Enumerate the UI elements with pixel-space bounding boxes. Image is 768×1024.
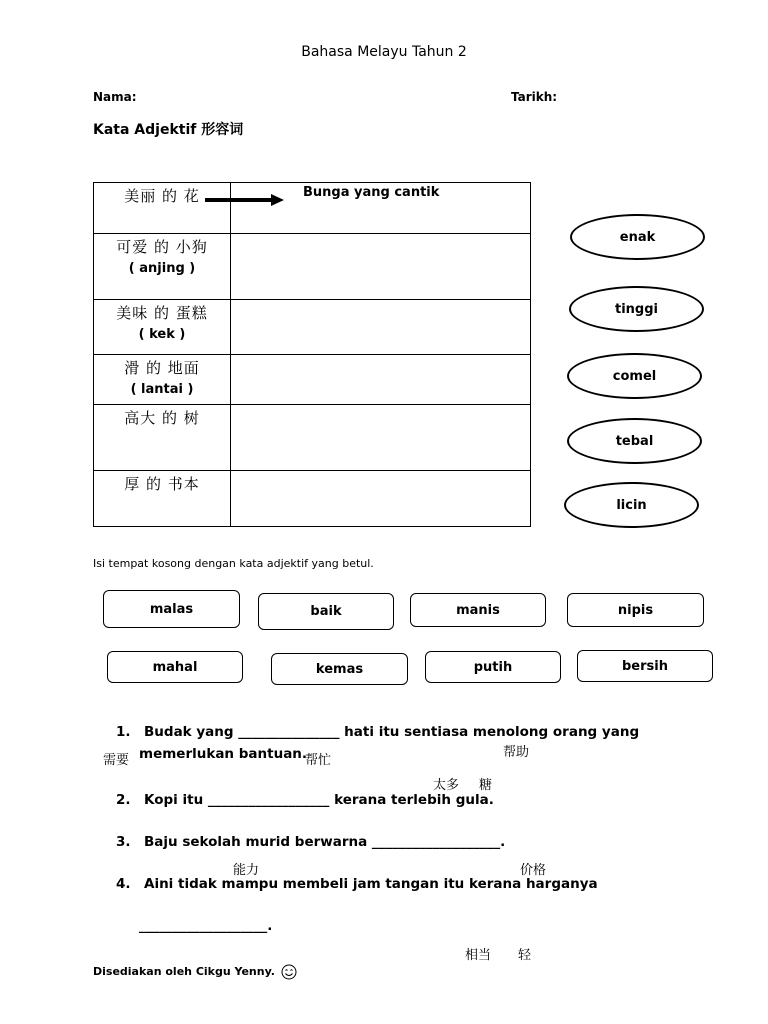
table-cell-chinese — [94, 183, 231, 234]
question-1 — [116, 724, 639, 740]
instruction-text: Isi tempat kosong dengan kata adjektif yang betul. — [93, 557, 374, 570]
smiley-icon — [281, 964, 297, 980]
page-title: Bahasa Melayu Tahun 2 — [301, 44, 467, 60]
word-oval-enak: enak — [570, 214, 705, 260]
table-cell-answer[interactable] — [231, 355, 531, 405]
word-box-mahal: mahal — [107, 651, 243, 683]
question-1-line2: memerlukan bantuan. — [139, 746, 308, 762]
word-box-malas: malas — [103, 590, 240, 628]
hint-tang: 糖 — [479, 778, 493, 793]
table-cell-chinese — [94, 471, 231, 527]
arrow-right-icon — [205, 192, 285, 208]
word-oval-tebal: tebal — [567, 418, 702, 464]
footer-credit — [93, 964, 297, 980]
question-4-line2: ___________________. — [139, 918, 273, 934]
word-box-putih: putih — [425, 651, 561, 683]
chinese-phrase: 美味 的 蛋糕 — [116, 304, 208, 322]
question-text: Budak yang _______________ hati itu sentiasa menolong orang yang — [144, 724, 640, 740]
table-cell-answer[interactable] — [231, 300, 531, 355]
question-number: 2. — [116, 792, 131, 808]
answer-text: Bunga yang cantik — [303, 185, 440, 200]
malay-hint: ( lantai ) — [130, 382, 194, 397]
chinese-phrase: 滑 的 地面 — [124, 359, 200, 377]
chinese-phrase: 厚 的 书本 — [124, 475, 200, 493]
question-3 — [116, 834, 505, 850]
table-cell-answer[interactable] — [231, 234, 531, 300]
chinese-phrase: 美丽 的 花 — [124, 187, 200, 205]
table-cell-answer[interactable] — [231, 471, 531, 527]
malay-hint: ( anjing ) — [128, 261, 196, 276]
hint-qing: 轻 — [518, 948, 532, 963]
hint-xiangdang: 相当 — [465, 948, 492, 963]
table-cell-answer[interactable] — [231, 405, 531, 471]
question-text: Kopi itu __________________ kerana terlebih gula. — [144, 792, 494, 808]
hint-taiduo: 太多 — [433, 778, 460, 793]
table-cell-chinese — [94, 355, 231, 405]
word-box-bersih: bersih — [577, 650, 713, 682]
footer-text: Disediakan oleh Cikgu Yenny. — [93, 965, 275, 978]
question-number: 4. — [116, 876, 131, 892]
table-cell-chinese — [94, 234, 231, 300]
word-oval-comel: comel — [567, 353, 702, 399]
question-text: Aini tidak mampu membeli jam tangan itu kerana harganya — [144, 876, 598, 892]
section-heading: Kata Adjektif 形容词 — [93, 122, 244, 138]
hint-sibuk: 帮忙 — [305, 753, 332, 768]
table-cell-chinese — [94, 300, 231, 355]
chinese-phrase: 可爱 的 小狗 — [116, 238, 208, 256]
translation-table — [93, 182, 531, 527]
hint-nengli: 能力 — [233, 863, 260, 878]
question-2 — [116, 792, 494, 808]
word-box-kemas: kemas — [271, 653, 408, 685]
word-box-nipis: nipis — [567, 593, 704, 627]
word-box-manis: manis — [410, 593, 546, 627]
question-number: 1. — [116, 724, 131, 740]
word-oval-licin: licin — [564, 482, 699, 528]
malay-hint: ( kek ) — [138, 327, 186, 342]
hint-bantu: 帮助 — [503, 745, 530, 760]
nama-label: Nama: — [93, 90, 137, 104]
tarikh-label: Tarikh: — [511, 90, 558, 104]
table-cell-answer[interactable] — [231, 183, 531, 234]
hint-perlu: 需要 — [103, 753, 130, 768]
word-box-baik: baik — [258, 593, 394, 630]
chinese-phrase: 高大 的 树 — [124, 409, 200, 427]
question-4 — [116, 876, 598, 892]
table-cell-chinese — [94, 405, 231, 471]
question-number: 3. — [116, 834, 131, 850]
hint-jiage: 价格 — [520, 863, 547, 878]
question-text: Baju sekolah murid berwarna ___________________. — [144, 834, 506, 850]
word-oval-tinggi: tinggi — [569, 286, 704, 332]
